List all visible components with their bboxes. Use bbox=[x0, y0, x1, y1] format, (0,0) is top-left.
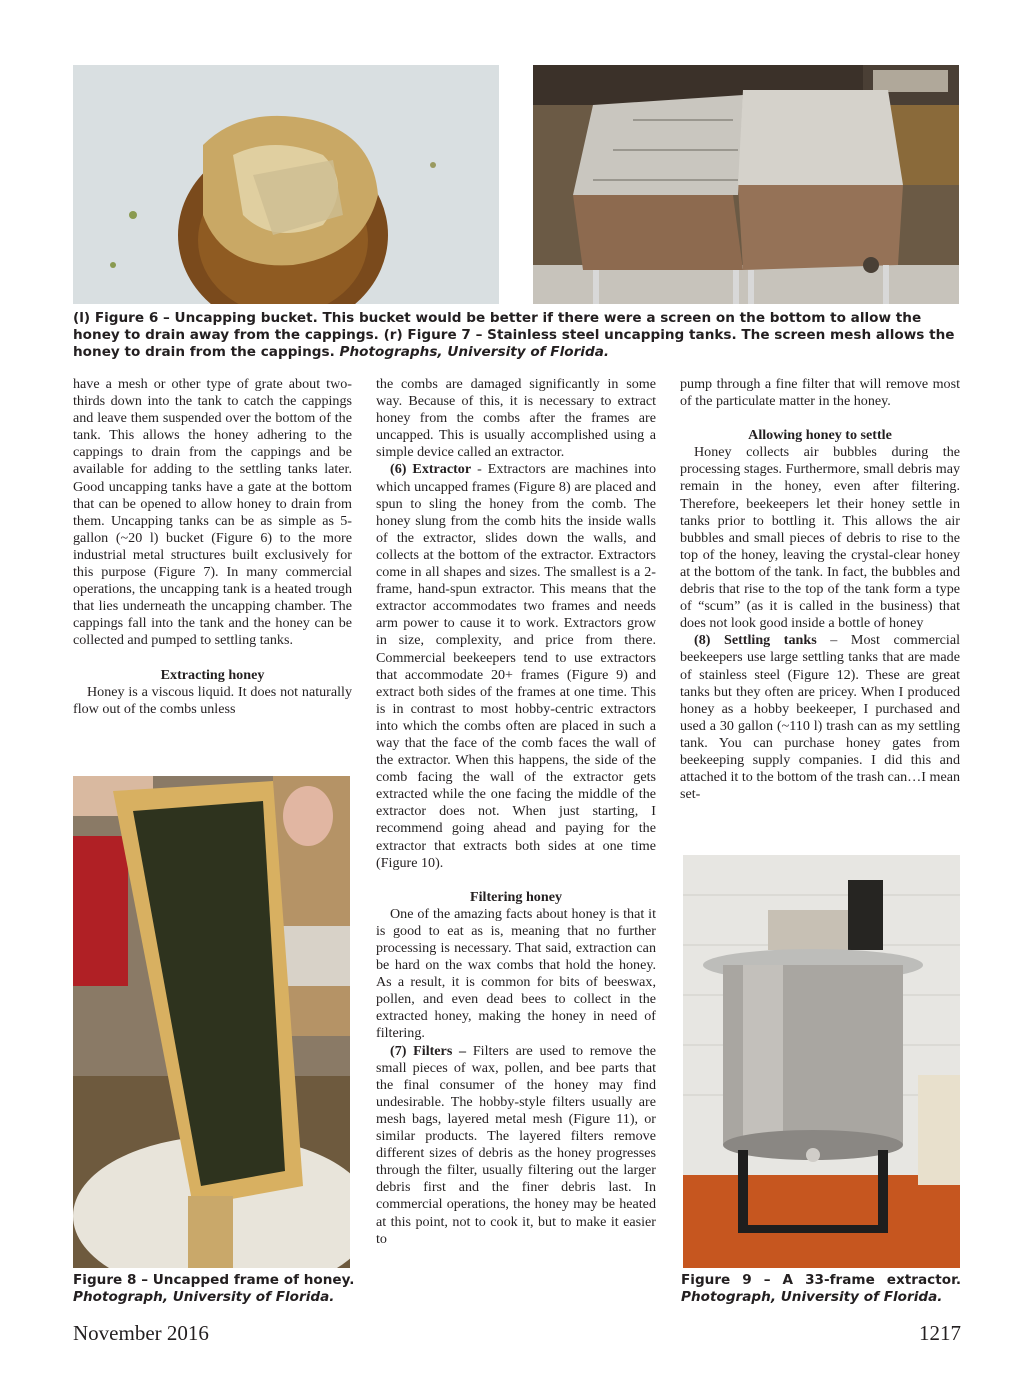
filters-lead: (7) Filters – bbox=[390, 1042, 467, 1059]
col1-paragraph-1: have a mesh or other type of grate about two-thirds down into the tank to catch the cappings and leave them suspended over the bottom of the tank. This allows the honey adhering to the cappings to drain from the cappings and be available for adding to the settling tanks later. Good uncapping tanks have a gate at the bottom that can be opened to allow honey to drain from them. Uncapping tanks can be as simple as 5-gallon (~20 l) bucket (Figure 6) to the more industrial metal structures built exclusively for this purpose (Figure 7). In many commercial operations, the uncapping tank is a heated trough that lies underneath the uncapping chamber. The cappings fall into the tank and the honey can be collected and pumped to settling tanks. bbox=[73, 376, 352, 649]
col3-paragraph-2: Honey collects air bubbles during the processing stages. Furthermore, small debris may remain in the honey, even after filtering. Therefore, beekeepers let their honey settle in tanks prior to bottling it. This allows the air bubbles and small pieces of debris to rise to the top of the honey, leaving the crystal-clear honey at the bottom of the tank. In fact, the bubbles and debris that rise to the top of the tank form a type of “scum” (as it is called in the business) that does not look good inside a bottle of honey bbox=[680, 444, 960, 632]
figure-8-caption bbox=[73, 1272, 358, 1306]
figure-9-caption-credit: Photograph, University of Florida. bbox=[681, 1289, 943, 1305]
figures-6-7-caption-credit: Photographs, University of Florida. bbox=[339, 344, 610, 360]
figure-8-caption-text: Figure 8 – Uncapped frame of honey. bbox=[73, 1272, 355, 1288]
heading-filtering-honey: Filtering honey bbox=[470, 888, 562, 905]
extractor-lead: (6) Extractor bbox=[390, 461, 472, 478]
footer-date: November 2016 bbox=[73, 1321, 209, 1345]
col2-paragraph-3: One of the amazing facts about honey is that it is good to eat as is, meaning that no further processing is necessary. That said, extraction can be hard on the wax combs that hold the honey. As a result, it is common for bits of beeswax, pollen, and even dead bees to collect in the extracted honey, making the honey in need of filtering. bbox=[376, 905, 656, 1042]
column-3-text bbox=[680, 376, 960, 803]
heading-allowing-honey-to-settle: Allowing honey to settle bbox=[748, 427, 892, 444]
figure-8-uncapped-frame-photo bbox=[73, 776, 350, 1268]
filters-text: Filters are used to remove the small pieces of wax, pollen, and bee parts that the final consumer of the honey may find undesirable. The hobby-style filters usually are mesh bags, layered metal mesh (Figure 11), or similar products. The layered filters remove different sizes of debris as the honey progresses through the filter, usually filtering out the larger debris first and the finer debris last. In commercial operations, the honey may be heated at this point, not to cook it, but to make it easier to bbox=[376, 1042, 656, 1247]
figure-7-uncapping-tanks-photo bbox=[533, 65, 959, 304]
settling-tanks-lead: (8) Settling tanks bbox=[694, 632, 817, 649]
col2-paragraph-4 bbox=[376, 1043, 656, 1248]
extractor-text: - Extractors are machines into which uncapped frames (Figure 8) are placed and spun to sling the honey from the comb. The honey slung from the comb hits the inside walls of the extractor, slides down the walls, and collects at the bottom of the extractor. Extractors come in all shapes and sizes. The smallest is a 2-frame, hand-spun extractor. This means that the extractor accommodates two frames and needs arm power to cause it to work. Extractors grow in size, complexity, and price from there. Commercial beekeepers tend to use extractors that accommodate 20+ frames (Figure 9) and extract both sides of the frames at one time. This is in contrast to most hobby-centric extractors into which the combs often are placed in such a way that the face of the comb faces the wall of the extractor. When this happens, the side of the comb facing the wall of the extractor gets extracted while the one facing the middle of the extractor does not. When just starting, I recommend going ahead and paying for the extractor that extracts both sides at one time (Figure 10). bbox=[376, 461, 656, 871]
col1-paragraph-2: Honey is a viscous liquid. It does not naturally flow out of the combs unless bbox=[73, 683, 352, 717]
figure-9-caption-text: Figure 9 – A 33-frame extractor. bbox=[681, 1272, 961, 1288]
figure-9-extractor-photo bbox=[683, 855, 960, 1268]
column-1-text bbox=[73, 376, 352, 718]
settling-tanks-text: – Most commercial beekeepers use large settling tanks that are made of stainless steel (Figure 12). These are great tanks but they often are pricey. When I produced honey as a hobby beekeeper, I purchased and used a 30 gallon (~110 l) trash can as my settling tank. You can purchase honey gates from beekeeping supply companies. I did this and attached it to the bottom of the trash can…I mean set- bbox=[680, 632, 960, 803]
col2-paragraph-2 bbox=[376, 461, 656, 871]
column-2-text bbox=[376, 376, 656, 1248]
page-number: 1217 bbox=[919, 1321, 961, 1345]
figure-9-caption bbox=[681, 1272, 961, 1306]
col3-paragraph-1: pump through a fine filter that will remove most of the particulate matter in the honey. bbox=[680, 376, 960, 410]
figures-6-7-caption bbox=[73, 310, 961, 361]
heading-extracting-honey: Extracting honey bbox=[160, 666, 265, 683]
col2-paragraph-1: the combs are damaged significantly in some way. Because of this, it is necessary to extract honey from the combs after the frames are uncapped. This is usually accomplished using a simple device called an extractor. bbox=[376, 376, 656, 461]
figure-6-uncapping-bucket-photo bbox=[73, 65, 499, 304]
col3-paragraph-3 bbox=[680, 632, 960, 803]
figure-8-caption-credit: Photograph, University of Florida. bbox=[73, 1289, 335, 1305]
figures-6-7-caption-text: (l) Figure 6 – Uncapping bucket. This bucket would be better if there were a screen on the bottom to allow the honey to drain away from the cappings. (r) Figure 7 – Stainless steel uncapping tanks. The screen mesh allows the honey to drain from the cappings. bbox=[73, 310, 955, 360]
